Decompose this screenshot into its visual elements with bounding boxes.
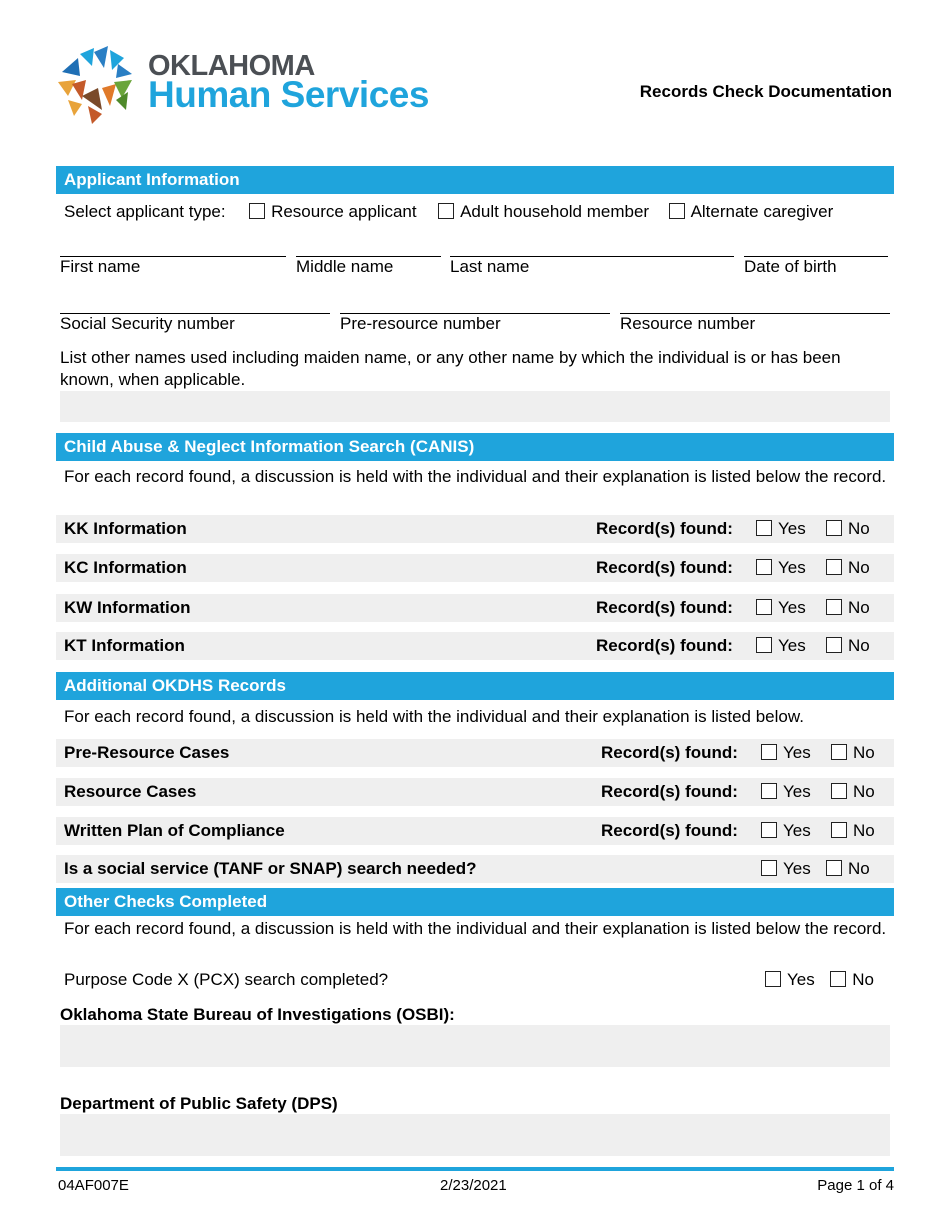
other-checks-note: For each record found, a discussion is held with the individual and their explanation is listed below the record. <box>64 919 887 938</box>
no-label: No <box>852 970 874 989</box>
canis-row-label: KC Information <box>64 558 187 577</box>
no-label: No <box>848 598 870 617</box>
logo-text-human-services: Human Services <box>148 74 429 115</box>
record-found-label: Record(s) found: <box>596 598 733 617</box>
pcx-yes-no <box>765 969 874 991</box>
checkbox-resource-cases-yes[interactable] <box>761 783 777 799</box>
yes-label: Yes <box>778 519 806 538</box>
canis-row-kt <box>56 632 894 660</box>
canis-row-label: KK Information <box>64 519 187 538</box>
checkbox-kw-no[interactable] <box>826 599 842 615</box>
canis-row-kk <box>56 515 894 543</box>
osbi-label: Oklahoma State Bureau of Investigations (OSBI): <box>60 1005 455 1024</box>
checkbox-alternate-caregiver[interactable] <box>669 203 685 219</box>
canis-row-kc <box>56 554 894 582</box>
first-name-label: First name <box>60 257 141 276</box>
canis-row-label: KT Information <box>64 636 185 655</box>
yes-label: Yes <box>778 558 806 577</box>
dps-label: Department of Public Safety (DPS) <box>60 1094 338 1113</box>
yes-label: Yes <box>787 970 815 989</box>
record-found-label: Record(s) found: <box>596 636 733 655</box>
osbi-input[interactable] <box>60 1025 890 1067</box>
section-header-other-checks: Other Checks Completed <box>56 888 894 916</box>
no-label: No <box>848 636 870 655</box>
last-name-label: Last name <box>450 257 530 276</box>
form-code: 04AF007E <box>58 1177 129 1194</box>
yes-label: Yes <box>783 821 811 840</box>
okdhs-note: For each record found, a discussion is held with the individual and their explanation is listed below. <box>64 707 804 726</box>
ssn-label: Social Security number <box>60 314 235 333</box>
yes-label: Yes <box>778 636 806 655</box>
pcx-question: Purpose Code X (PCX) search completed? <box>64 970 389 989</box>
okdhs-row-label: Written Plan of Compliance <box>64 821 285 840</box>
checkbox-pcx-yes[interactable] <box>765 971 781 987</box>
okdhs-row-social-service <box>56 855 894 883</box>
checkbox-resource-cases-no[interactable] <box>831 783 847 799</box>
form-date: 2/23/2021 <box>440 1177 507 1194</box>
checkbox-social-service-no[interactable] <box>826 860 842 876</box>
okdhs-row-pre-resource-cases <box>56 739 894 767</box>
checkbox-written-plan-yes[interactable] <box>761 822 777 838</box>
okdhs-row-resource-cases <box>56 778 894 806</box>
checkbox-kc-yes[interactable] <box>756 559 772 575</box>
page-number: Page 1 of 4 <box>817 1177 894 1194</box>
yes-label: Yes <box>783 859 811 878</box>
no-label: No <box>848 519 870 538</box>
yes-label: Yes <box>778 598 806 617</box>
document-title: Records Check Documentation <box>639 82 892 101</box>
record-found-label: Record(s) found: <box>596 558 733 577</box>
pre-resource-number-label: Pre-resource number <box>340 314 501 333</box>
checkbox-kt-no[interactable] <box>826 637 842 653</box>
dps-input[interactable] <box>60 1114 890 1156</box>
canis-row-kw <box>56 594 894 622</box>
no-label: No <box>853 782 875 801</box>
yes-label: Yes <box>783 743 811 762</box>
checkbox-social-service-yes[interactable] <box>761 860 777 876</box>
no-label: No <box>848 859 870 878</box>
checkbox-pre-resource-no[interactable] <box>831 744 847 760</box>
social-service-question: Is a social service (TANF or SNAP) search needed? <box>64 859 477 878</box>
other-names-note: List other names used including maiden name, or any other name by which the individual is or has been known, when applicable. <box>60 348 841 389</box>
okdhs-row-written-plan <box>56 817 894 845</box>
checkbox-kt-yes[interactable] <box>756 637 772 653</box>
applicant-type-row <box>64 201 833 223</box>
section-header-okdhs: Additional OKDHS Records <box>56 672 894 700</box>
record-found-label: Record(s) found: <box>601 782 738 801</box>
checkbox-kk-no[interactable] <box>826 520 842 536</box>
resource-number-label: Resource number <box>620 314 756 333</box>
record-found-label: Record(s) found: <box>601 743 738 762</box>
logo-text-oklahoma: OKLAHOMA <box>148 50 315 82</box>
applicant-type-prompt: Select applicant type: <box>64 202 226 221</box>
date-of-birth-label: Date of birth <box>744 257 837 276</box>
label-resource-applicant: Resource applicant <box>271 202 417 221</box>
canis-row-label: KW Information <box>64 598 191 617</box>
yes-label: Yes <box>783 782 811 801</box>
label-alternate-caregiver: Alternate caregiver <box>690 202 834 221</box>
checkbox-pre-resource-yes[interactable] <box>761 744 777 760</box>
label-adult-household-member: Adult household member <box>460 202 650 221</box>
footer-divider <box>56 1167 894 1171</box>
checkbox-pcx-no[interactable] <box>830 971 846 987</box>
okdhs-row-label: Resource Cases <box>64 782 197 801</box>
section-header-canis: Child Abuse & Neglect Information Search (CANIS) <box>56 433 894 461</box>
checkbox-kw-yes[interactable] <box>756 599 772 615</box>
middle-name-label: Middle name <box>296 257 394 276</box>
checkbox-kc-no[interactable] <box>826 559 842 575</box>
no-label: No <box>848 558 870 577</box>
canis-note: For each record found, a discussion is held with the individual and their explanation is listed below the record. <box>64 467 887 486</box>
record-found-label: Record(s) found: <box>596 519 733 538</box>
checkbox-resource-applicant[interactable] <box>249 203 265 219</box>
no-label: No <box>853 821 875 840</box>
checkbox-adult-household-member[interactable] <box>438 203 454 219</box>
no-label: No <box>853 743 875 762</box>
checkbox-kk-yes[interactable] <box>756 520 772 536</box>
other-names-input[interactable] <box>60 391 890 422</box>
section-header-applicant: Applicant Information <box>56 166 894 194</box>
record-found-label: Record(s) found: <box>601 821 738 840</box>
okdhs-row-label: Pre-Resource Cases <box>64 743 230 762</box>
checkbox-written-plan-no[interactable] <box>831 822 847 838</box>
